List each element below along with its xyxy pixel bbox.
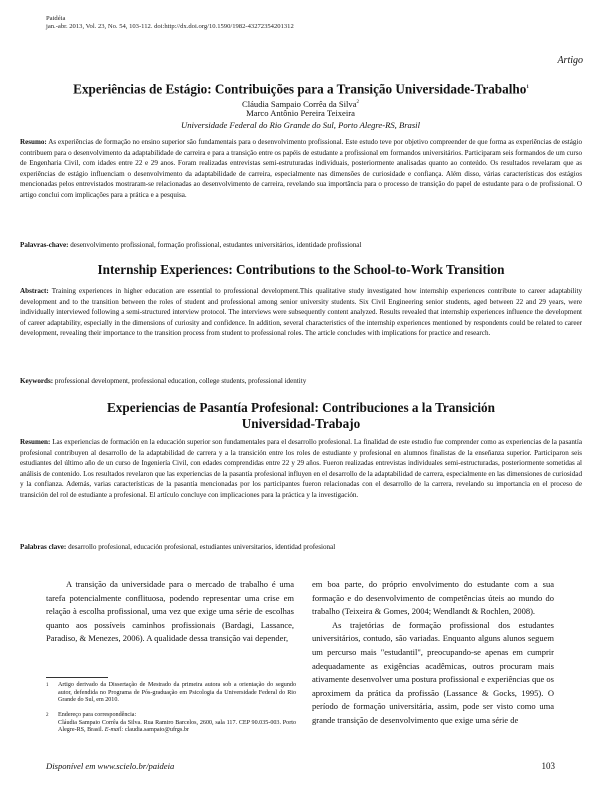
abstract-label-es: Resumen: [20, 438, 51, 446]
author-line-2: Marco Antônio Pereira Teixeira [246, 108, 355, 118]
keywords-portuguese [20, 240, 582, 251]
body-paragraph-2: As trajetórias de formação profissional dos estudantes universitários, contudo, são variadas. Enquanto alguns alunos seguem um percurso mais "estudantil", preocupando-se apenas em cumprir adequadamente as exigências acadêmicas, outros procuram mais ativamente desenvolver uma postura profissional e experiências que os aproximem da prática da profissão (Lassance & Gocks, 1995). O período de formação universitária, assim, pode ser visto como uma grande transição de desenvolvimento que exige uma série de [312, 619, 554, 725]
footnote-ref-2: 2 [356, 100, 360, 105]
body-column-right [312, 578, 554, 728]
body-paragraph-1: em boa parte, do próprio envolvimento do estudante com a sua formação e do desenvolvimento de competências úteis ao mundo do trabalho (Teixeira & Gomes, 2004; Wendlandt & Rochlen, 2008). [312, 579, 554, 617]
footnote-2-mark: 2 [46, 713, 49, 718]
keywords-spanish [20, 542, 582, 553]
abstract-portuguese [20, 137, 582, 201]
title-spanish-line-1: Experiencias de Pasantía Profesional: Contribuciones a la Transición [107, 400, 495, 415]
title-spanish [20, 400, 582, 432]
section-label: Artigo [557, 55, 583, 66]
page-number: 103 [541, 761, 555, 771]
abstract-label-pt: Resumo: [20, 138, 47, 146]
footnote-ref-1: 1 [526, 85, 529, 90]
abstract-english [20, 286, 582, 339]
title-spanish-line-2: Universidad-Trabajo [241, 416, 361, 431]
abstract-spanish [20, 437, 582, 501]
footnote-2-email: claudia.sampaio@ufrgs.br [124, 727, 189, 733]
keywords-text-en: professional development, professional education, college students, professional identity [54, 377, 307, 385]
author-line-1: Cláudia Sampaio Corrêa da Silva$^2$ [241, 98, 360, 109]
title-english: Internship Experiences: Contributions to the School-to-Work Transition [97, 262, 505, 277]
footnote-2-label: Endereço para correspondência: [58, 712, 137, 718]
body-column-left: A transição da universidade para o mercado de trabalho é uma tarefa potencialmente conflituosa, podendo representar uma crise em relação à escolha profissional, uma vez que exige uma série de escolhas quanto aos possíveis caminhos profissionais (Bardagi, Lassance, Paradiso, & Menezes, 2006). A qualidade dessa transição vai depender, [46, 579, 294, 644]
affiliation: Universidade Federal do Rio Grande do Sul, Porto Alegre-RS, Brasil [181, 120, 420, 130]
footnote-1-text: Artigo derivado da Dissertação de Mestrado da primeira autora sob a orientação do segundo autor, defendida no Programa de Pós-graduação em Psicologia da Universidade Federal do Rio Grande do Sul, em 2010. [58, 682, 296, 703]
footnote-2-address [46, 720, 296, 735]
journal-name: Paidéia [46, 15, 66, 22]
keywords-english [20, 376, 582, 387]
abstract-label-en: Abstract: [20, 287, 49, 295]
footnote-2-email-label: E-mail: [104, 727, 124, 733]
footnote-2-address-text: Cláudia Sampaio Corrêa da Silva. Rua Ramiro Barcelos, 2600, sala 117. CEP 90.035-003. Porto Alegre-RS, Brasil. [58, 719, 296, 733]
footnote-divider [46, 677, 108, 678]
keywords-label-en: Keywords: [20, 377, 54, 385]
keywords-label-pt: Palavras-chave: [20, 241, 69, 249]
journal-citation: jan.-abr. 2013, Vol. 23, No. 54, 103-112. doi:http://dx.doi.org/10.1590/1982-43272354201312 [46, 23, 294, 30]
abstract-text-pt: As experiências de formação no ensino superior são fundamentais para o desenvolvimento profissional. Este estudo teve por objetivo compreender de que forma as experiências de estágio contribuem para o desenvolvimento da adaptabilidade de carreira e para a transição entre os papéis de estudante a profissional em formandos universitários. Participaram seis formandos de um curso de Engenharia Civil, com idades entre 22 e 29 anos. Foram realizadas entrevistas semi-estruturadas individuais, posteriormente analisadas quanto ao conteúdo. Os resultados revelaram que as experiências de estágio influenciam o desenvolvimento da adaptabilidade de carreira, especialmente nas dimensões de curiosidade e confiança. Além disso, várias características dos estágios mencionadas pelos entrevistados mostraram-se relacionadas ao desenvolvimento de carreira, revelando sua importância para o processo de transição do papel de estudante para o de profissional. O artigo conclui com implicações para a prática e a pesquisa. [20, 138, 582, 199]
keywords-label-es: Palabras clave: [20, 543, 67, 551]
footnote-1 [46, 682, 296, 705]
footnote-2 [46, 712, 296, 735]
footnote-1-mark: 1 [46, 683, 49, 688]
abstract-text-es: Las experiencias de formación en la educación superior son fundamentales para el desarrollo profesional. La finalidad de este estudio fue comprender como as experiencias de la pasantía profesional contribuyen al desarrollo de la adaptabilidad de carrera y a la transición entre los roles de estudiante y profesional en alumnos finalistas de la enseñanza superior. Participaron seis estudiantes del último año de un curso de Ingeniería Civil, con edades comprendidas entre 22 y 29 años. Fueron realizadas entrevistas individuales semi-estructuradas, posteriormente sometidas al análisis de contenido. Los resultados revelaron que las experiencias de la pasantía profesional influyen en el desarrollo de la adaptabilidad de carrera, especialmente en las dimensiones de curiosidad y la confianza. Además, varias características de la pasantía mencionadas por los participantes fueron relacionadas con el desarrollo de la carrera, revelando su importancia en el proceso de transición del rol de estudiante a profesional. El artículo concluye con implicaciones para la práctica y la investigación. [20, 438, 582, 499]
abstract-text-en: Training experiences in higher education are essential to professional development.This qualitative study investigated how internship experiences contribute to career adaptability development and to the transition between the roles of student and professional among senior university students. Six Civil Engineering senior students, aged between 22 and 29 years, were individually interviewed following a semi-structured interview protocol. The interviews were subsequently content analyzed. Results revealed that internship experiences influence the development of career adaptability, especially in the dimensions of curiosity and confidence. In addition, several characteristics of the internship experiences mentioned by respondents could be related to career development, revealing their importance to the transition process from student to professional roles. The article concludes with implications for practice and research. [20, 287, 582, 338]
keywords-text-es: desarrollo profesional, educación profesional, estudiantes universitarios, identidad profesional [68, 543, 336, 551]
footer-availability: Disponível em www.scielo.br/paideia [46, 761, 175, 771]
keywords-text-pt: desenvolvimento profissional, formação profissional, estudantes universitários, identidade profissional [70, 241, 362, 249]
title-portuguese: Experiências de Estágio: Contribuições para a Transição Universidade-Trabalho$^1$ [73, 81, 529, 97]
